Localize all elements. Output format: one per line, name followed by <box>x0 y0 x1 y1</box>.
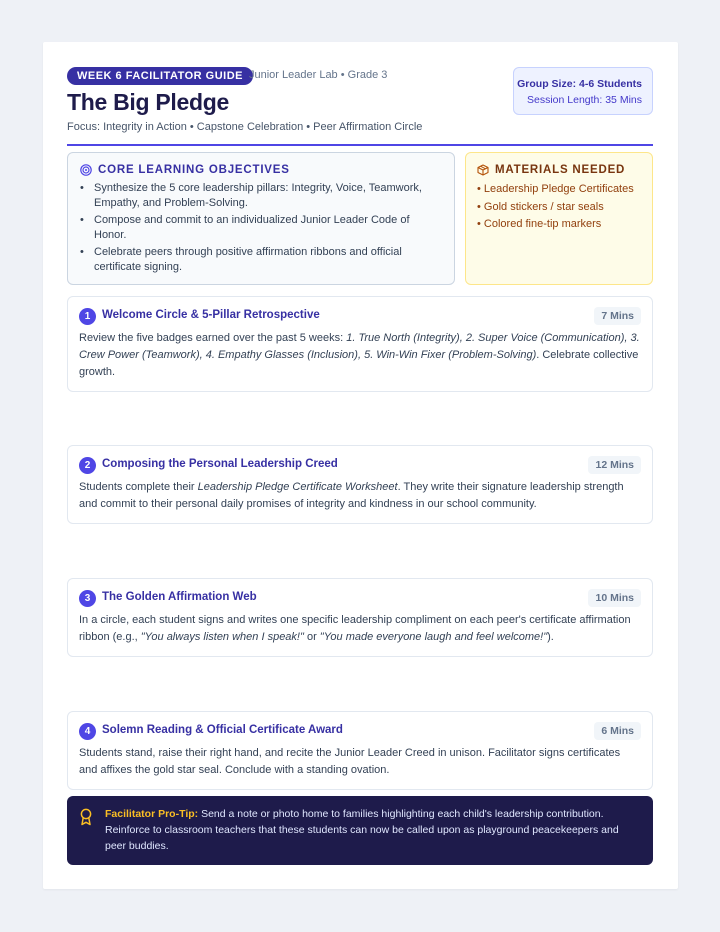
step-header <box>79 590 641 606</box>
step-header <box>79 723 641 739</box>
tip-label: Facilitator Pro-Tip: <box>105 808 199 820</box>
step-title: Solemn Reading & Official Certificate Award <box>102 724 343 736</box>
step-duration: 10 Mins <box>588 589 641 607</box>
facilitator-tip-banner <box>67 796 653 865</box>
group-size: Group Size: 4-6 Students <box>517 78 642 90</box>
award-ribbon-icon <box>79 808 93 826</box>
materials-heading: MATERIALS NEEDED <box>495 164 626 176</box>
step-duration: 6 Mins <box>594 722 641 740</box>
step-title: Composing the Personal Leadership Creed <box>102 458 338 470</box>
step-description <box>79 745 641 779</box>
step-description <box>79 330 641 381</box>
objective-item: • Synthesize the 5 core leadership pillars: Integrity, Voice, Teamwork, Empathy, and Problem-Solving. <box>80 181 442 210</box>
step-text: or <box>303 631 320 643</box>
step-header <box>79 308 641 324</box>
step-number: 1 <box>79 308 96 325</box>
step-card-2 <box>67 445 653 524</box>
step-title: Welcome Circle & 5-Pillar Retrospective <box>102 309 320 321</box>
step-description <box>79 479 641 513</box>
material-item: • Colored fine-tip markers <box>477 216 641 234</box>
step-text: . They write their signature leadership strength and commit to their personal daily promises of integrity and kindness in our school community. <box>79 481 624 510</box>
step-text: ). <box>547 631 554 643</box>
step-text: . Celebrate collective growth. <box>79 349 639 378</box>
step-number: 2 <box>79 457 96 474</box>
step-card-1 <box>67 296 653 392</box>
step-number: 3 <box>79 590 96 607</box>
program-label: Junior Leader Lab • Grade 3 <box>249 69 388 81</box>
objectives-heading: CORE LEARNING OBJECTIVES <box>98 164 290 176</box>
step-description <box>79 612 641 646</box>
step-emphasis: 1. True North (Integrity), 2. Super Voice (Communication), 3. Crew Power (Teamwork), 4. Empathy Glasses (Inclusion), 5. Win-Win Fixer (Problem-Solving) <box>79 332 640 361</box>
tip-text <box>105 806 639 854</box>
step-text: Review the five badges earned over the past 5 weeks: <box>79 332 347 344</box>
lesson-page <box>43 42 678 889</box>
materials-list <box>477 181 641 234</box>
tip-body: Send a note or photo home to families highlighting each child's leadership contribution. Reinforce to classroom teachers that these students can now be called upon as playground peacekeepers and peer buddies. <box>105 808 619 852</box>
materials-heading-row <box>477 164 641 176</box>
objective-item: • Compose and commit to an individualized Junior Leader Code of Honor. <box>80 213 442 242</box>
objectives-list <box>80 181 442 274</box>
step-duration: 12 Mins <box>588 456 641 474</box>
page-title: The Big Pledge <box>67 89 229 115</box>
step-text: Students complete their <box>79 481 198 493</box>
step-emphasis: "You made everyone laugh and feel welcome!" <box>319 631 548 643</box>
material-item: • Leadership Pledge Certificates <box>477 181 641 199</box>
materials-panel <box>465 152 653 285</box>
session-info-box <box>513 67 653 115</box>
step-emphasis: Leadership Pledge Certificate Worksheet <box>197 481 398 493</box>
target-icon <box>80 164 92 176</box>
focus-line: Focus: Integrity in Action • Capstone Celebration • Peer Affirmation Circle <box>67 121 423 133</box>
step-text: In a circle, each student signs and writes one specific leadership compliment on each peer's certificate affirmation ribbon (e.g., <box>79 614 631 643</box>
objective-item: • Celebrate peers through positive affirmation ribbons and official certificate signing. <box>80 245 442 274</box>
step-card-4 <box>67 711 653 790</box>
objectives-panel <box>67 152 455 285</box>
step-title: The Golden Affirmation Web <box>102 591 257 603</box>
step-header <box>79 457 641 473</box>
step-emphasis: "You always listen when I speak!" <box>140 631 304 643</box>
week-badge: WEEK 6 FACILITATOR GUIDE <box>67 67 253 85</box>
step-card-3 <box>67 578 653 657</box>
step-duration: 7 Mins <box>594 307 641 325</box>
page-header <box>67 67 653 146</box>
step-number: 4 <box>79 723 96 740</box>
material-item: • Gold stickers / star seals <box>477 199 641 217</box>
session-length: Session Length: 35 Mins <box>527 94 642 106</box>
objectives-heading-row <box>80 164 442 176</box>
box-icon <box>477 164 489 176</box>
step-text: Students stand, raise their right hand, and recite the Junior Leader Creed in unison. Facilitator signs certificates and affixes the gold star seal. Conclude with a standing ovation. <box>79 747 621 776</box>
